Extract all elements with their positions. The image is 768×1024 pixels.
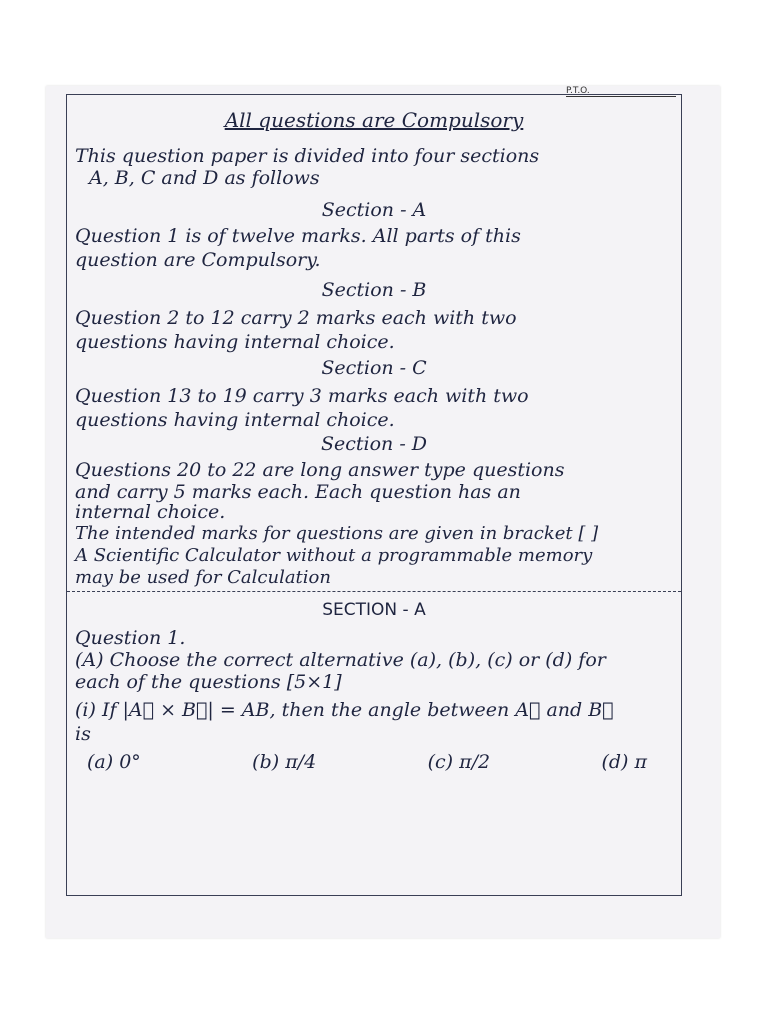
section-c-line-2: questions having internal choice. bbox=[75, 409, 395, 431]
question-item-1: (i) If |A⃗ × B⃗| = AB, then the angle between A⃗ and B⃗ bbox=[75, 699, 614, 721]
option-b: (b) π/4 bbox=[252, 751, 317, 773]
corner-mark: P.T.O. bbox=[566, 86, 676, 97]
section-a-line-2: question are Compulsory. bbox=[75, 249, 321, 271]
note-line-2: A Scientific Calculator without a programmable memory bbox=[75, 545, 593, 566]
section-d-line-1: Questions 20 to 22 are long answer type questions bbox=[75, 459, 565, 481]
answer-sheet bbox=[46, 86, 720, 938]
question-number: Question 1. bbox=[75, 627, 186, 649]
section-b-line-1: Question 2 to 12 carry 2 marks each with two bbox=[75, 307, 517, 329]
answer-options bbox=[87, 751, 647, 773]
question-instruction-2: each of the questions [5×1] bbox=[75, 671, 342, 693]
section-d-line-2: and carry 5 marks each. Each question has an bbox=[75, 481, 521, 503]
section-b-line-2: questions having internal choice. bbox=[75, 331, 395, 353]
section-a-title: Section - A bbox=[321, 199, 427, 221]
page-heading: All questions are Compulsory bbox=[224, 108, 524, 132]
intro-line-2: A, B, C and D as follows bbox=[89, 167, 320, 189]
option-a: (a) 0° bbox=[87, 751, 141, 773]
section-a-heading: SECTION - A bbox=[322, 600, 426, 620]
section-d-line-3: internal choice. bbox=[75, 501, 226, 523]
section-d-title: Section - D bbox=[320, 433, 428, 455]
question-instruction-1: (A) Choose the correct alternative (a), (b), (c) or (d) for bbox=[75, 649, 606, 671]
note-line-3: may be used for Calculation bbox=[75, 567, 331, 588]
intro-line-1: This question paper is divided into four sections bbox=[75, 145, 540, 167]
note-line-1: The intended marks for questions are given in bracket [ ] bbox=[75, 523, 599, 544]
section-c-title: Section - C bbox=[321, 357, 427, 379]
question-item-2: is bbox=[75, 723, 91, 745]
section-c-line-1: Question 13 to 19 carry 3 marks each with two bbox=[75, 385, 529, 407]
dashed-divider bbox=[67, 591, 681, 592]
page-frame bbox=[66, 94, 682, 896]
option-c: (c) π/2 bbox=[427, 751, 491, 773]
section-a-line-1: Question 1 is of twelve marks. All parts of this bbox=[75, 225, 521, 247]
option-d: (d) π bbox=[601, 751, 647, 773]
section-b-title: Section - B bbox=[321, 279, 427, 301]
